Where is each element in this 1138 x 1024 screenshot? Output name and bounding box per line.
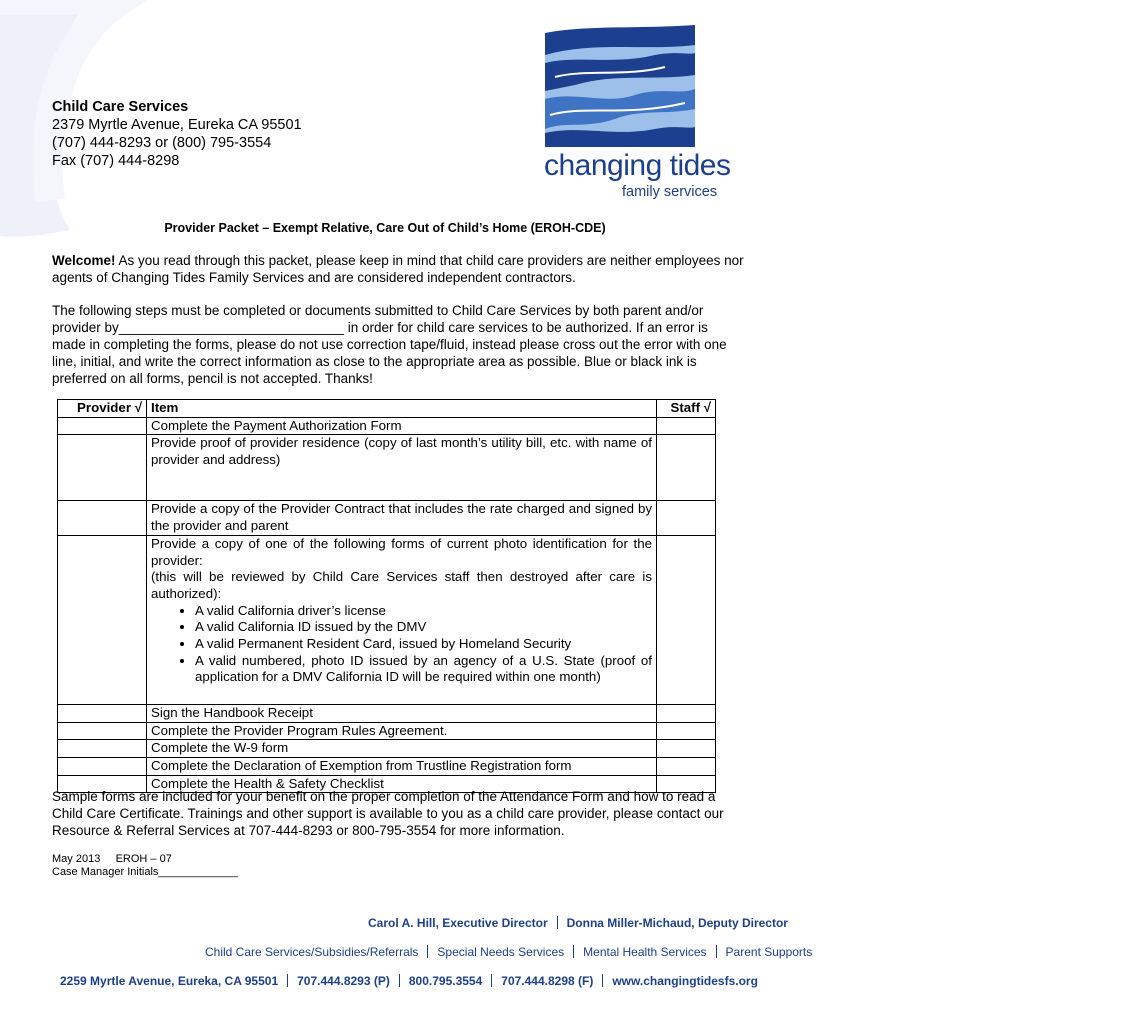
divider xyxy=(557,916,558,929)
table-row xyxy=(58,757,716,775)
service-item: Child Care Services/Subsidies/Referrals xyxy=(205,945,419,959)
document-heading: Provider Packet – Exempt Relative, Care Out of Child’s Home (EROH-CDE) xyxy=(164,221,606,235)
divider xyxy=(427,945,428,958)
list-item: • A valid California driver’s license xyxy=(195,603,652,620)
item-cell: Provide a copy of the Provider Contract that includes the rate charged and signed by the provider and parent xyxy=(147,501,657,535)
item-cell-photo-id xyxy=(147,535,657,704)
service-item: Parent Supports xyxy=(725,945,813,959)
table-row xyxy=(58,535,716,704)
item-cell: Provide proof of provider residence (copy of last month’s utility bill, etc. with name of provider and address) xyxy=(147,435,657,501)
table-row xyxy=(58,722,716,740)
changing-tides-logo xyxy=(540,25,750,200)
provider-check-cell[interactable] xyxy=(58,704,147,722)
provider-check-cell[interactable] xyxy=(58,417,147,435)
provider-check-cell[interactable] xyxy=(58,757,147,775)
staff-check-cell[interactable] xyxy=(657,501,716,535)
footer-phone: 707.444.8293 (P) xyxy=(297,974,390,988)
table-row xyxy=(58,501,716,535)
header-item: Item xyxy=(147,400,657,418)
item-cell: Sign the Handbook Receipt xyxy=(147,704,657,722)
service-item: Mental Health Services xyxy=(583,945,707,959)
footer-directors xyxy=(368,916,1138,930)
table-header-row xyxy=(58,400,716,418)
logo-title: changing tides xyxy=(544,149,731,182)
divider xyxy=(716,945,717,958)
divider xyxy=(399,974,400,987)
header-provider: Provider √ xyxy=(58,400,147,418)
item-cell: Complete the Health & Safety Checklist xyxy=(147,775,657,793)
photo-id-options-list xyxy=(151,603,652,687)
provider-check-cell[interactable] xyxy=(58,740,147,758)
staff-check-cell[interactable] xyxy=(657,417,716,435)
staff-check-cell[interactable] xyxy=(657,757,716,775)
list-item: • A valid California ID issued by the DMV xyxy=(195,619,652,636)
steps-checklist-table xyxy=(57,399,716,793)
executive-director: Carol A. Hill, Executive Director xyxy=(368,916,548,930)
table-row xyxy=(58,704,716,722)
staff-check-cell[interactable] xyxy=(657,740,716,758)
logo-subtitle: family services xyxy=(622,184,718,200)
footer-address: 2259 Myrtle Avenue, Eureka, CA 95501 xyxy=(60,974,279,988)
closing-paragraph: Sample forms are included for your benefit on the proper completion of the Attendance Form and how to read a Child Care Certificate. Trainings and other support is available to you as a child care provider, please contact our Resource & Referral Services at 707-444-8293 or 800-795-3554 for more information. xyxy=(52,789,724,838)
case-manager-initials: Case Manager Initials_____________ xyxy=(52,866,238,878)
welcome-text: As you read through this packet, please keep in mind that child care providers are neither employees nor agents of Changing Tides Family Services and are considered independent contractors. xyxy=(52,253,744,285)
footnote-block xyxy=(52,853,238,879)
header-staff: Staff √ xyxy=(657,400,716,418)
divider xyxy=(491,974,492,987)
staff-check-cell[interactable] xyxy=(657,435,716,501)
date-code: May 2013 EROH – 07 xyxy=(52,853,172,865)
photo-id-note: (this will be reviewed by Child Care Services staff then destroyed after care is authorized): xyxy=(151,569,652,601)
divider xyxy=(573,945,574,958)
welcome-paragraph xyxy=(52,252,744,286)
provider-check-cell[interactable] xyxy=(58,722,147,740)
footer-toll-free: 800.795.3554 xyxy=(408,974,483,988)
footer-website-link[interactable]: www.changingtidesfs.org xyxy=(612,974,758,988)
divider xyxy=(602,974,603,987)
list-item: • A valid numbered, photo ID issued by an agency of a U.S. State (proof of application for a DMV California ID will be required within one month) xyxy=(195,653,652,686)
item-cell: Complete the Payment Authorization Form xyxy=(147,417,657,435)
table-row xyxy=(58,740,716,758)
footer-services xyxy=(205,945,975,959)
table-row xyxy=(58,417,716,435)
footer-fax: 707.444.8298 (F) xyxy=(501,974,594,988)
item-cell: Complete the Provider Program Rules Agreement. xyxy=(147,722,657,740)
service-item: Special Needs Services xyxy=(437,945,565,959)
staff-check-cell[interactable] xyxy=(657,722,716,740)
provider-check-cell[interactable] xyxy=(58,435,147,501)
org-name: Child Care Services xyxy=(52,99,189,115)
item-cell: Complete the Declaration of Exemption from Trustline Registration form xyxy=(147,757,657,775)
staff-check-cell[interactable] xyxy=(657,535,716,704)
org-fax: Fax (707) 444-8298 xyxy=(52,153,180,169)
footer-contact xyxy=(60,974,830,988)
org-address: 2379 Myrtle Avenue, Eureka CA 95501 xyxy=(52,117,302,133)
waves-logo-icon xyxy=(545,25,695,147)
org-phone: (707) 444-8293 or (800) 795-3554 xyxy=(52,135,272,151)
steps-intro-paragraph: The following steps must be completed or documents submitted to Child Care Services by both parent and/or provider by______________________________ in order for child care services to be authorized. If an error is made in completing the forms, please do not use correction tape/fluid, instead please cross out the error with one line, initial, and write the correct information as close to the appropriate area as possible. Blue or black ink is preferred on all forms, pencil is not accepted. Thanks! xyxy=(52,303,727,386)
provider-check-cell[interactable] xyxy=(58,501,147,535)
staff-check-cell[interactable] xyxy=(657,704,716,722)
provider-check-cell[interactable] xyxy=(58,535,147,704)
organization-block xyxy=(52,98,302,170)
deputy-director: Donna Miller-Michaud, Deputy Director xyxy=(566,916,788,930)
welcome-lead: Welcome! xyxy=(52,253,116,268)
divider xyxy=(287,974,288,987)
list-item: • A valid Permanent Resident Card, issued by Homeland Security xyxy=(195,636,652,653)
photo-id-intro: Provide a copy of one of the following forms of current photo identification for the provider: xyxy=(151,535,652,568)
table-row xyxy=(58,435,716,501)
item-cell: Complete the W-9 form xyxy=(147,740,657,758)
